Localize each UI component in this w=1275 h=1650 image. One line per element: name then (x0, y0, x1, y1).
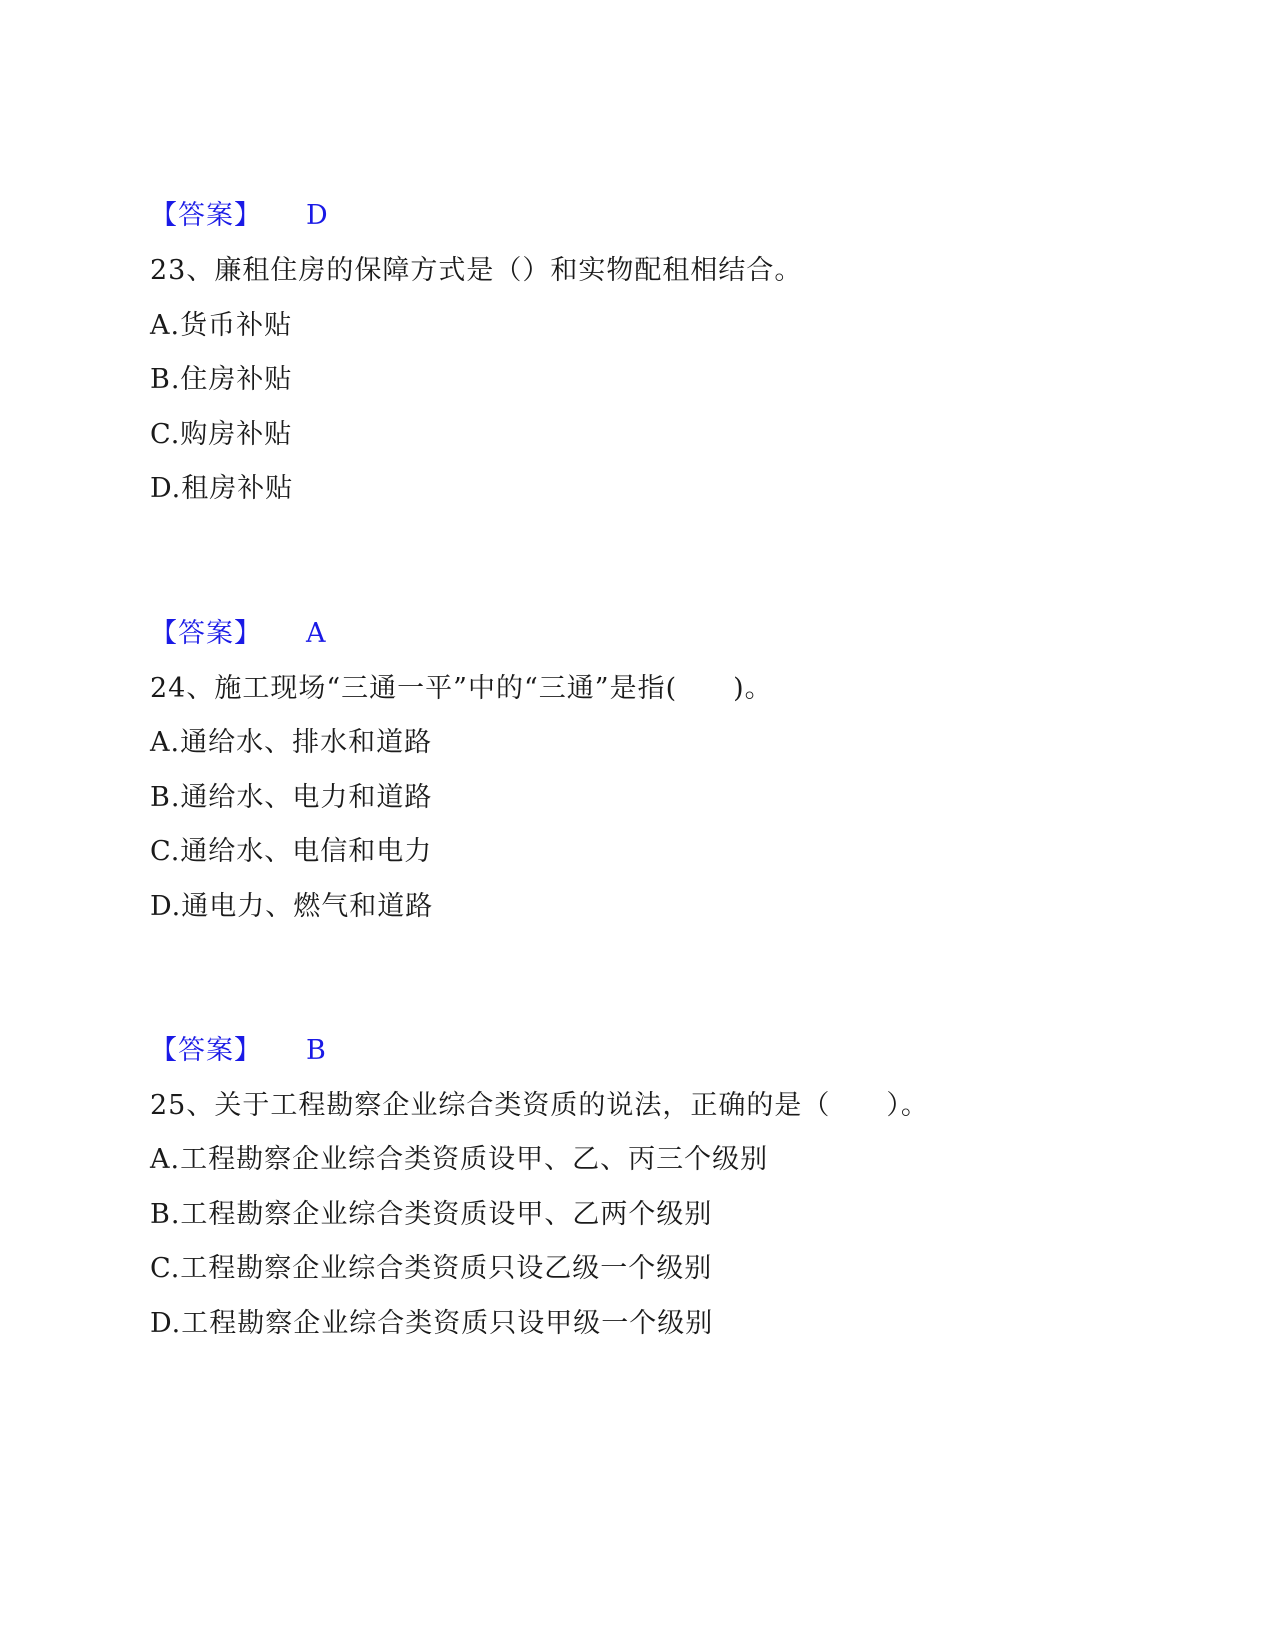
option-c: C.购房补贴 (150, 419, 293, 450)
option-d: D.通电力、燃气和道路 (150, 891, 434, 922)
option-c: C.通给水、电信和电力 (150, 836, 433, 867)
option-d: D.租房补贴 (150, 473, 294, 504)
question-text: 24、施工现场“三通一平”中的“三通”是指( )。 (150, 673, 773, 704)
option-a: A.通给水、排水和道路 (150, 727, 433, 758)
answer-value: D (306, 200, 329, 231)
answer-tag: 【答案】 (150, 200, 262, 231)
option-c: C.工程勘察企业综合类资质只设乙级一个级别 (150, 1253, 713, 1284)
answer-tag: 【答案】 (150, 618, 262, 649)
option-d: D.工程勘察企业综合类资质只设甲级一个级别 (150, 1308, 714, 1339)
option-b: B.通给水、电力和道路 (150, 782, 433, 813)
answer-tag: 【答案】 (150, 1035, 262, 1066)
answer-line (150, 1034, 327, 1068)
option-a: A.货币补贴 (150, 310, 293, 341)
option-b: B.工程勘察企业综合类资质设甲、乙两个级别 (150, 1199, 713, 1230)
answer-value: A (306, 618, 327, 649)
answer-line (150, 617, 327, 651)
question-text: 25、关于工程勘察企业综合类资质的说法，正确的是（ ）。 (150, 1090, 929, 1121)
question-text: 23、廉租住房的保障方式是（）和实物配租相结合。 (150, 255, 803, 286)
answer-line (150, 199, 329, 233)
answer-value: B (306, 1035, 327, 1066)
option-b: B.住房补贴 (150, 364, 293, 395)
option-a: A.工程勘察企业综合类资质设甲、乙、丙三个级别 (150, 1144, 769, 1175)
